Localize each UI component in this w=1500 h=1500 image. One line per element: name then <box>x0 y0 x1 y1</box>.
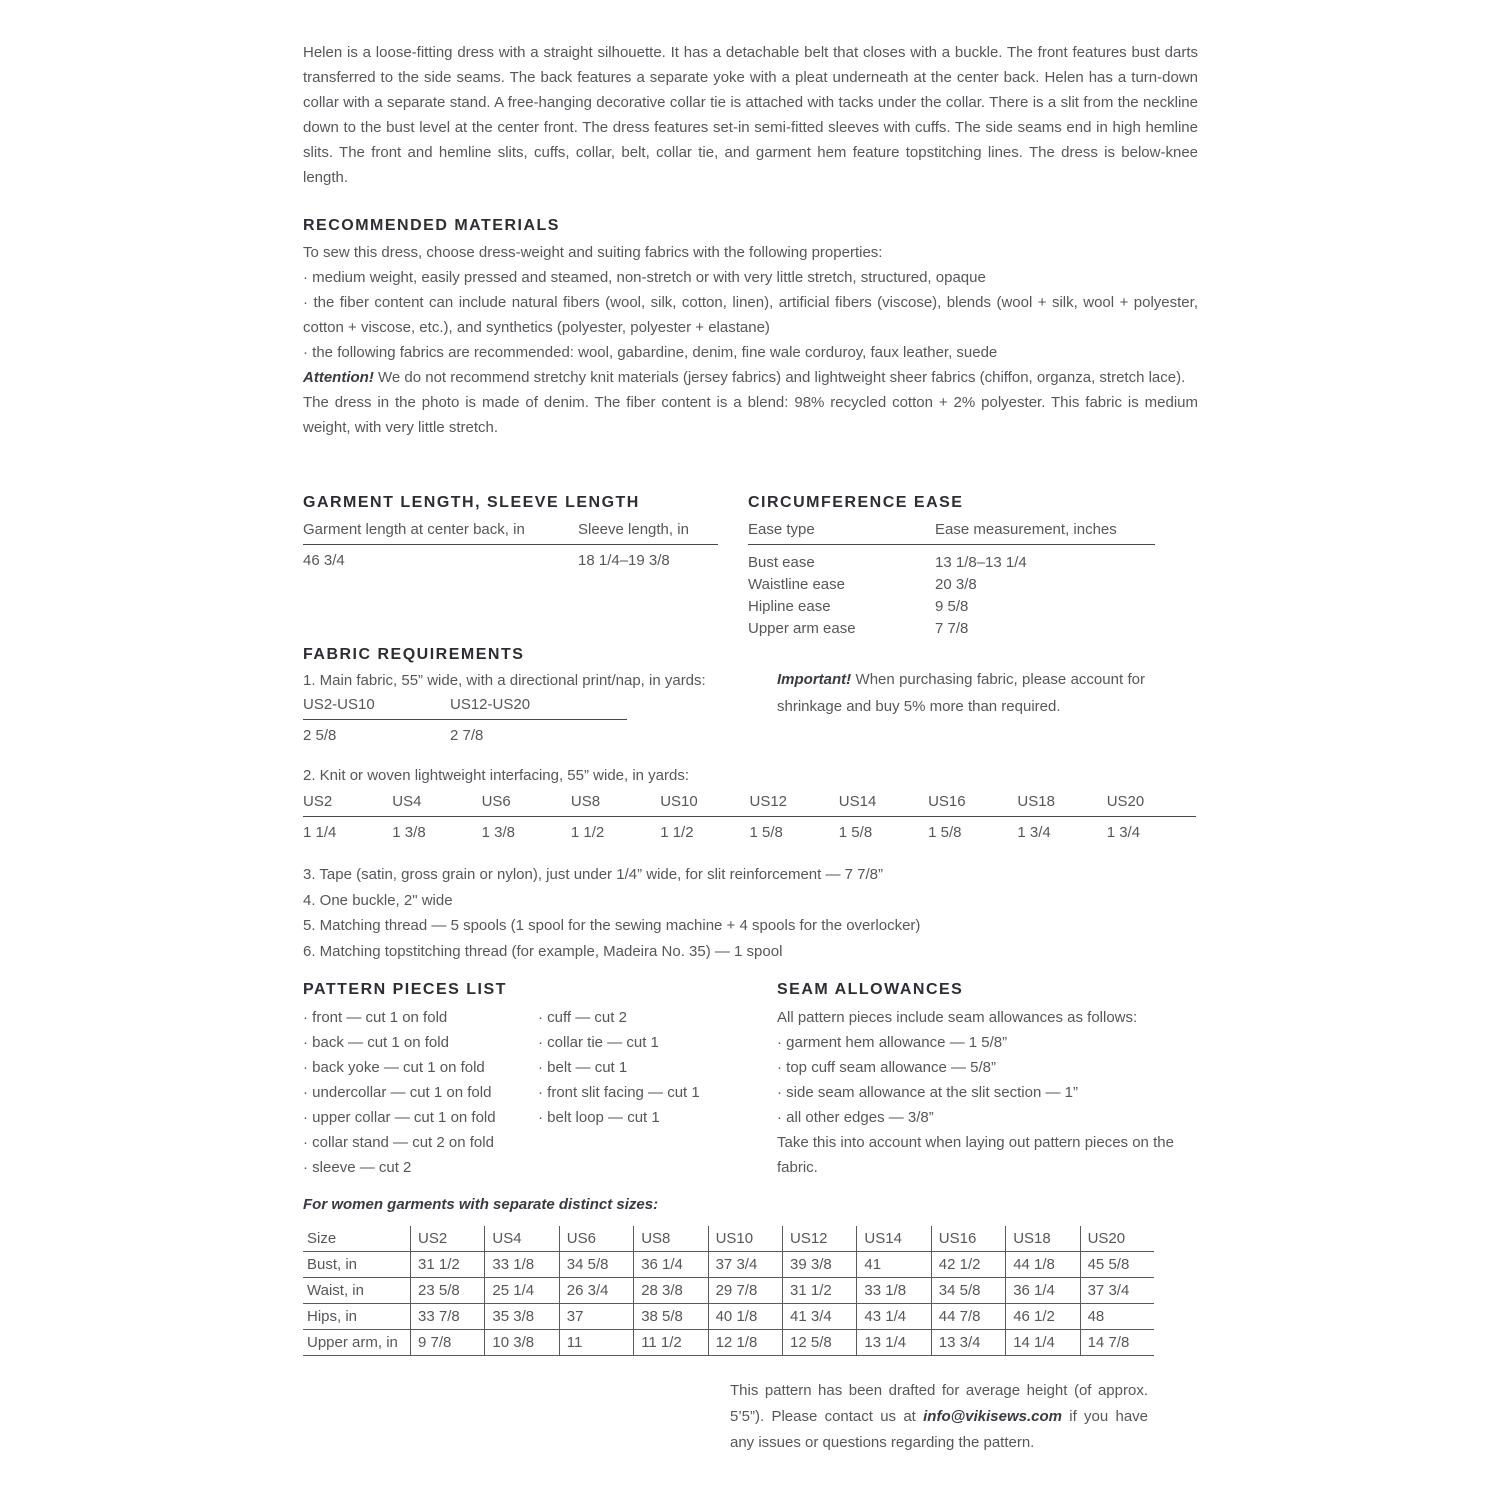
size-cell: 28 3/8 <box>633 1278 707 1304</box>
interfacing-table <box>303 793 1196 841</box>
size-cell: 44 7/8 <box>931 1304 1005 1330</box>
size-row-label: Hips, in <box>303 1304 410 1330</box>
main-fabric-yardage: 2 7/8 <box>450 727 484 744</box>
garment-length-heading: GARMENT LENGTH, SLEEVE LENGTH <box>303 494 640 511</box>
seam-allowances-body <box>777 1005 1197 1180</box>
fabric-requirements-heading: FABRIC REQUIREMENTS <box>303 646 525 663</box>
size-cell: 33 7/8 <box>410 1304 484 1330</box>
notions-item: 6. Matching topstitching thread (for example, Madeira No. 35) — 1 spool <box>303 942 783 960</box>
size-cell: 31 1/2 <box>410 1252 484 1278</box>
size-cell: 46 1/2 <box>1005 1304 1079 1330</box>
size-cell: 33 1/8 <box>484 1252 558 1278</box>
size-cell: 31 1/2 <box>782 1278 856 1304</box>
interfacing-size-header: US18 <box>1017 793 1055 810</box>
interfacing-size-header: US12 <box>749 793 788 810</box>
main-fabric-table <box>303 696 627 744</box>
ease-value: 20 3/8 <box>935 576 977 593</box>
pattern-piece: · sleeve — cut 2 <box>303 1155 535 1180</box>
pattern-piece: · upper collar — cut 1 on fold <box>303 1105 535 1130</box>
interfacing-yardage: 1 1/2 <box>570 824 605 841</box>
size-row-label: Waist, in <box>303 1278 410 1304</box>
size-cell: 48 <box>1080 1304 1154 1330</box>
sleeve-length-value: 18 1/4–19 3/8 <box>578 552 670 569</box>
size-cell: 37 <box>559 1304 633 1330</box>
size-table-caption: For women garments with separate distinct sizes: <box>303 1196 659 1213</box>
garment-length-table <box>303 521 718 569</box>
ease-type: Hipline ease <box>748 598 831 615</box>
ease-value: 9 5/8 <box>935 598 969 615</box>
size-cell: 35 3/8 <box>484 1304 558 1330</box>
size-cell: 36 1/4 <box>633 1252 707 1278</box>
ease-value: 13 1/8–13 1/4 <box>935 554 1027 571</box>
footer-text-after: if you have any issues or questions regarding the pattern. <box>730 1408 1148 1451</box>
size-cell: 9 7/8 <box>410 1330 484 1356</box>
interfacing-yardage: 1 3/4 <box>1017 824 1051 841</box>
size-cell: 44 1/8 <box>1005 1252 1079 1278</box>
main-fabric-size-header: US2-US10 <box>303 696 375 713</box>
size-table-header: US10 <box>708 1226 782 1252</box>
size-cell: 38 5/8 <box>633 1304 707 1330</box>
seam-allowance-item: · all other edges — 3/8” <box>777 1105 1197 1130</box>
pattern-piece: · front slit facing — cut 1 <box>538 1080 758 1105</box>
pattern-pieces-col1 <box>303 1005 535 1180</box>
size-cell: 39 3/8 <box>782 1252 856 1278</box>
size-table-header: US20 <box>1080 1226 1154 1252</box>
size-table-header: US12 <box>782 1226 856 1252</box>
pattern-piece: · undercollar — cut 1 on fold <box>303 1080 535 1105</box>
size-cell: 23 5/8 <box>410 1278 484 1304</box>
size-table-header: US6 <box>559 1226 633 1252</box>
size-cell: 41 <box>856 1252 930 1278</box>
size-cell: 14 1/4 <box>1005 1330 1079 1356</box>
pattern-piece: · back yoke — cut 1 on fold <box>303 1055 535 1080</box>
ease-value: 7 7/8 <box>935 620 969 637</box>
interfacing-yardage: 1 5/8 <box>749 824 783 841</box>
size-table-header: US14 <box>856 1226 930 1252</box>
size-cell: 37 3/4 <box>1080 1278 1154 1304</box>
attention-label: Attention! <box>303 369 374 386</box>
interfacing-size-header: US8 <box>570 793 601 810</box>
attention-text: We do not recommend stretchy knit materials (jersey fabrics) and lightweight sheer fabrics (chiffon, organza, stretch lace). <box>373 369 1186 386</box>
photo-fabric-note: The dress in the photo is made of denim. The fiber content is a blend: 98% recycled cotton + 2% polyester. This fabric is medium weight, with very little stretch. <box>303 394 1198 436</box>
size-cell: 14 7/8 <box>1080 1330 1154 1356</box>
size-cell: 25 1/4 <box>484 1278 558 1304</box>
size-cell: 29 7/8 <box>708 1278 782 1304</box>
recommended-materials-body <box>303 240 1198 440</box>
pattern-piece: · front — cut 1 on fold <box>303 1005 535 1030</box>
size-cell: 13 3/4 <box>931 1330 1005 1356</box>
interfacing-size-header: US20 <box>1106 793 1145 810</box>
main-fabric-yardage: 2 5/8 <box>303 727 337 744</box>
interfacing-size-header: US16 <box>928 793 966 810</box>
interfacing-yardage: 1 5/8 <box>838 824 873 841</box>
pattern-piece: · cuff — cut 2 <box>538 1005 758 1030</box>
size-cell: 26 3/4 <box>559 1278 633 1304</box>
ease-row <box>748 552 1155 574</box>
interfacing-yardage: 1 3/4 <box>1106 824 1141 841</box>
size-cell: 10 3/8 <box>484 1330 558 1356</box>
size-row-label: Bust, in <box>303 1252 410 1278</box>
size-cell: 45 5/8 <box>1080 1252 1154 1278</box>
important-text: When purchasing fabric, please account for shrinkage and buy 5% more than required. <box>777 671 1145 715</box>
garment-length-col-header: Garment length at center back, in <box>303 521 525 538</box>
pattern-pieces-heading: PATTERN PIECES LIST <box>303 981 507 998</box>
pattern-pieces-col2 <box>538 1005 758 1130</box>
size-cell: 34 5/8 <box>559 1252 633 1278</box>
footer-text-before: This pattern has been drafted for average height (of approx. 5’5”). Please contact us at <box>730 1382 1148 1425</box>
ease-measurement-col-header: Ease measurement, inches <box>935 521 1117 538</box>
size-cell: 36 1/4 <box>1005 1278 1079 1304</box>
seam-allowances-heading: SEAM ALLOWANCES <box>777 981 964 998</box>
notions-item: 5. Matching thread — 5 spools (1 spool for the sewing machine + 4 spools for the overlocker) <box>303 917 921 934</box>
interfacing-size-header: US10 <box>660 793 698 810</box>
interfacing-yardage: 1 1/4 <box>303 824 337 841</box>
size-cell: 11 <box>559 1330 633 1356</box>
pattern-piece: · belt loop — cut 1 <box>538 1105 758 1130</box>
seam-allowances-note: Take this into account when laying out pattern pieces on the fabric. <box>777 1134 1174 1176</box>
size-cell: 12 1/8 <box>708 1330 782 1356</box>
seam-allowance-item: · top cuff seam allowance — 5/8” <box>777 1055 1197 1080</box>
ease-row <box>748 618 1155 640</box>
materials-lead: To sew this dress, choose dress-weight and suiting fabrics with the following properties: <box>303 244 883 261</box>
size-table <box>303 1226 1154 1356</box>
pattern-piece: · back — cut 1 on fold <box>303 1030 535 1055</box>
interfacing-size-header: US6 <box>481 793 511 810</box>
notions-item: 3. Tape (satin, gross grain or nylon), just under 1/4” wide, for slit reinforcement — 7 7/8” <box>303 866 883 883</box>
seam-allowance-item: · garment hem allowance — 1 5/8” <box>777 1030 1197 1055</box>
size-table-header: US2 <box>410 1226 484 1252</box>
pattern-piece: · collar tie — cut 1 <box>538 1030 758 1055</box>
interfacing-yardage: 1 5/8 <box>928 824 962 841</box>
interfacing-size-header: US14 <box>838 793 877 810</box>
important-note <box>777 666 1145 720</box>
recommended-materials-heading: RECOMMENDED MATERIALS <box>303 217 560 234</box>
size-cell: 37 3/4 <box>708 1252 782 1278</box>
notions-list <box>303 862 1198 964</box>
main-fabric-item: 1. Main fabric, 55” wide, with a directional print/nap, in yards: <box>303 672 706 689</box>
attention-note <box>303 365 1198 390</box>
garment-length-value: 46 3/4 <box>303 552 345 569</box>
pattern-piece: · collar stand — cut 2 on fold <box>303 1130 535 1155</box>
materials-bullet: · the following fabrics are recommended: wool, gabardine, denim, fine wale corduroy, faux leather, suede <box>303 340 1198 365</box>
interfacing-yardage: 1 3/8 <box>481 824 515 841</box>
size-table-header: US18 <box>1005 1226 1079 1252</box>
size-table-header: Size <box>303 1226 410 1252</box>
size-cell: 40 1/8 <box>708 1304 782 1330</box>
size-table-header: US4 <box>484 1226 558 1252</box>
size-cell: 43 1/4 <box>856 1304 930 1330</box>
ease-type: Upper arm ease <box>748 620 856 637</box>
circumference-ease-table <box>748 521 1155 640</box>
size-cell: 41 3/4 <box>782 1304 856 1330</box>
footer-email: info@vikisews.com <box>923 1408 1062 1425</box>
seam-allowances-lead: All pattern pieces include seam allowances as follows: <box>777 1009 1138 1026</box>
size-cell: 11 1/2 <box>633 1330 707 1356</box>
size-table-header: US8 <box>633 1226 707 1252</box>
interfacing-size-header: US4 <box>392 793 422 810</box>
size-cell: 33 1/8 <box>856 1278 930 1304</box>
size-cell: 34 5/8 <box>931 1278 1005 1304</box>
main-fabric-size-header: US12-US20 <box>450 696 531 713</box>
size-cell: 42 1/2 <box>931 1252 1005 1278</box>
intro-paragraph: Helen is a loose-fitting dress with a straight silhouette. It has a detachable belt that closes with a buckle. The front features bust darts transferred to the side seams. The back features a separate yoke with a pleat underneath at the center back. Helen has a turn-down collar with a separate stand. A free-hanging decorative collar tie is attached with tacks under the collar. There is a slit from the neckline down to the bust level at the center front. The dress features set-in semi-fitted sleeves with cuffs. The side seams end in high hemline slits. The front and hemline slits, cuffs, collar, belt, collar tie, and garment hem feature topstitching lines. The dress is below-knee length. <box>303 44 1198 186</box>
important-label: Important! <box>777 671 852 688</box>
interfacing-yardage: 1 1/2 <box>660 824 694 841</box>
ease-type-col-header: Ease type <box>748 521 815 538</box>
size-table-header: US16 <box>931 1226 1005 1252</box>
seam-allowance-item: · side seam allowance at the slit section — 1” <box>777 1080 1197 1105</box>
sleeve-length-col-header: Sleeve length, in <box>578 521 689 538</box>
size-cell: 12 5/8 <box>782 1330 856 1356</box>
size-row-label: Upper arm, in <box>303 1330 410 1356</box>
ease-type: Waistline ease <box>748 576 845 593</box>
pattern-piece: · belt — cut 1 <box>538 1055 758 1080</box>
interfacing-size-header: US2 <box>303 793 333 810</box>
circumference-ease-heading: CIRCUMFERENCE EASE <box>748 494 964 511</box>
ease-type: Bust ease <box>748 554 815 571</box>
materials-bullet: · the fiber content can include natural fibers (wool, silk, cotton, linen), artificial fibers (viscose), blends (wool + silk, wool + polyester, cotton + viscose, etc.), and synthetics (polyester, polyester + elastane) <box>303 290 1198 340</box>
ease-row <box>748 596 1155 618</box>
notions-item: 4. One buckle, 2" wide <box>303 891 453 909</box>
footer-note <box>730 1378 1148 1456</box>
size-cell: 13 1/4 <box>856 1330 930 1356</box>
interfacing-yardage: 1 3/8 <box>392 824 426 841</box>
interfacing-item: 2. Knit or woven lightweight interfacing, 55” wide, in yards: <box>303 767 690 784</box>
ease-row <box>748 574 1155 596</box>
materials-bullet: · medium weight, easily pressed and steamed, non-stretch or with very little stretch, structured, opaque <box>303 265 1198 290</box>
